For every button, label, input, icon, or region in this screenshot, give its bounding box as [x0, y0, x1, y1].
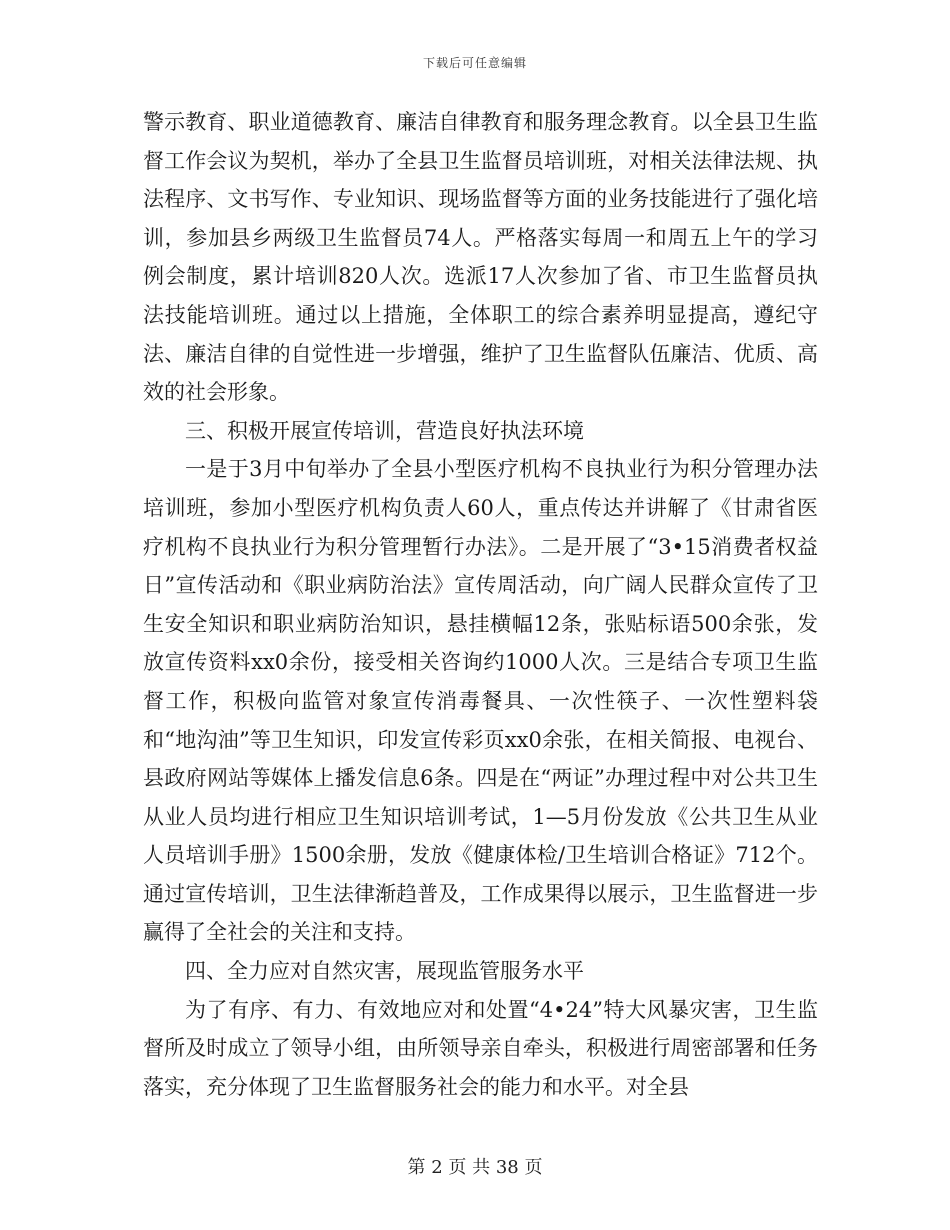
paragraph-disaster-response: 为了有序、有力、有效地应对和处置“4•24”特大风暴灾害，卫生监督所及时成立了领导小组，由所领导亲自牵头，积极进行周密部署和任务落实，充分体现了卫生监督服务社会的能力和水平。对全县 — [143, 997, 818, 1099]
document-body — [143, 103, 818, 1106]
section-heading-3: 三、积极开展宣传培训，营造良好执法环境 — [185, 418, 584, 443]
section-heading-4: 四、全力应对自然灾害，展现监管服务水平 — [185, 959, 584, 984]
paragraph-continued: 警示教育、职业道德教育、廉洁自律教育和服务理念教育。以全县卫生监督工作会议为契机，举办了全县卫生监督员培训班，对相关法律法规、执法程序、文书写作、专业知识、现场监督等方面的业务技能进行了强化培训，参加县乡两级卫生监督员74人。严格落实每周一和周五上午的学习例会制度，累计培训820人次。选派17人次参加了省、市卫生监督员执法技能培训班。通过以上措施，全体职工的综合素养明显提高，遵纪守法、廉洁自律的自觉性进一步增强，维护了卫生监督队伍廉洁、优质、高效的社会形象。 — [143, 110, 818, 405]
page-header-note: 下载后可任意编辑 — [422, 56, 527, 70]
page-number-footer: 第 2 页 共 38 页 — [407, 1157, 543, 1178]
paragraph-publicity-training: 一是于3月中旬举办了全县小型医疗机构不良执业行为积分管理办法培训班，参加小型医疗机构负责人60人，重点传达并讲解了《甘肃省医疗机构不良执业行为积分管理暂行办法》。二是开展了“3•15消费者权益日”宣传活动和《职业病防治法》宣传周活动，向广阔人民群众宣传了卫生安全知识和职业病防治知识，悬挂横幅12条，张贴标语500余张，发放宣传资料xx0余份，接受相关咨询约1000人次。三是结合专项卫生监督工作，积极向监管对象宣传消毒餐具、一次性筷子、一次性塑料袋和“地沟油”等卫生知识，印发宣传彩页xx0余张，在相关简报、电视台、县政府网站等媒体上播发信息6条。四是在“两证”办理过程中对公共卫生从业人员均进行相应卫生知识培训考试，1—5月份发放《公共卫生从业人员培训手册》1500余册，发放《健康体检/卫生培训合格证》712个。通过宣传培训，卫生法律渐趋普及，工作成果得以展示，卫生监督进一步赢得了全社会的关注和支持。 — [143, 457, 818, 945]
